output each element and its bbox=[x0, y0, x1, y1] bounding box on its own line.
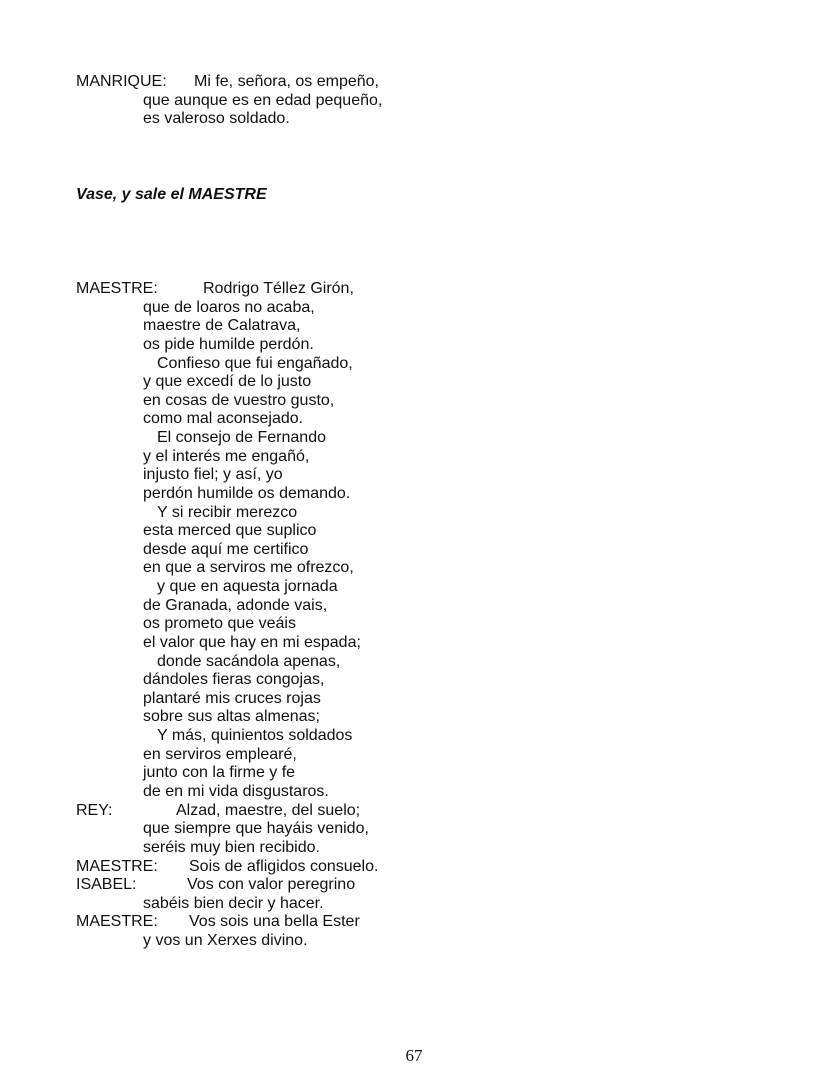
verse-line: y que en aquesta jornada bbox=[157, 578, 338, 596]
verse-line: el valor que hay en mi espada; bbox=[143, 633, 361, 651]
verse-line: Vos con valor peregrino bbox=[187, 876, 356, 894]
verse-line: esta merced que suplico bbox=[143, 522, 317, 540]
verse-line: y el interés me engañó, bbox=[143, 447, 310, 465]
verse-line: y vos un Xerxes divino. bbox=[143, 932, 308, 950]
verse-line: sobre sus altas almenas; bbox=[143, 708, 320, 726]
speaker-name: MANRIQUE: bbox=[76, 73, 167, 90]
stage-direction: Vase, y sale el MAESTRE bbox=[76, 186, 267, 203]
speaker-name: REY: bbox=[76, 801, 113, 819]
verse-line: dándoles fieras congojas, bbox=[143, 671, 325, 689]
verse-line: seréis muy bien recibido. bbox=[143, 838, 320, 856]
verse-line: perdón humilde os demando. bbox=[143, 484, 351, 502]
verse-line: Sois de afligidos consuelo. bbox=[189, 857, 379, 875]
verse-line: Vos sois una bella Ester bbox=[189, 913, 360, 931]
verse-line: de en mi vida disgustaros. bbox=[143, 783, 329, 800]
verse-line: en que a serviros me ofrezco, bbox=[143, 559, 354, 577]
verse-line: donde sacándola apenas, bbox=[157, 652, 341, 670]
verse-line: Mi fe, señora, os empeño, bbox=[194, 73, 379, 90]
verse-line: plantaré mis cruces rojas bbox=[143, 689, 321, 707]
speaker-name: MAESTRE: bbox=[76, 280, 158, 297]
verse-line: desde aquí me certifico bbox=[143, 540, 309, 558]
verse-line: en cosas de vuestro gusto, bbox=[143, 391, 335, 409]
verse-line: que siempre que hayáis venido, bbox=[143, 820, 369, 838]
verse-line: os pide humilde perdón. bbox=[143, 335, 314, 353]
speaker-name: ISABEL: bbox=[76, 876, 137, 894]
speaker-name: MAESTRE: bbox=[76, 913, 158, 931]
verse-line: de Granada, adonde vais, bbox=[143, 596, 328, 614]
verse-line: que aunque es en edad pequeño, bbox=[143, 91, 383, 109]
verse-line: que de loaros no acaba, bbox=[143, 298, 315, 316]
verse-line: maestre de Calatrava, bbox=[143, 317, 301, 335]
speaker-name: MAESTRE: bbox=[76, 857, 158, 875]
verse-line: Confieso que fui engañado, bbox=[157, 354, 353, 372]
verse-line: es valeroso soldado. bbox=[143, 110, 290, 128]
verse-line: Y si recibir merezco bbox=[157, 503, 298, 521]
page-number: 67 bbox=[405, 1046, 423, 1065]
verse-line: injusto fiel; y así, yo bbox=[143, 466, 283, 484]
verse-line: junto con la firme y fe bbox=[143, 764, 296, 782]
verse-line: Alzad, maestre, del suelo; bbox=[176, 801, 361, 819]
verse-line: sabéis bien decir y hacer. bbox=[143, 894, 324, 912]
verse-line: El consejo de Fernando bbox=[157, 429, 326, 447]
verse-line: Y más, quinientos soldados bbox=[157, 727, 353, 745]
verse-line: os prometo que veáis bbox=[143, 615, 296, 633]
verse-line: como mal aconsejado. bbox=[143, 410, 304, 428]
verse-line: en serviros emplearé, bbox=[143, 745, 297, 763]
verse-line: y que excedí de lo justo bbox=[143, 373, 312, 391]
verse-line: Rodrigo Téllez Girón, bbox=[203, 280, 354, 297]
